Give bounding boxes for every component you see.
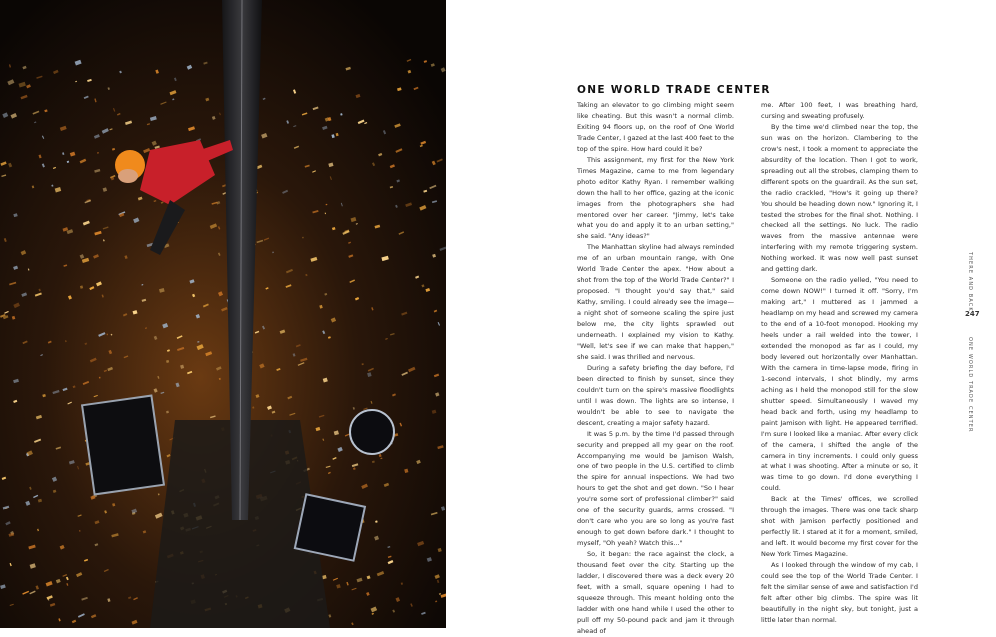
page-title: ONE WORLD TRADE CENTER <box>577 84 771 96</box>
page-number: 247 <box>965 310 980 318</box>
body-paragraph: As I looked through the window of my cab, I could see the top of the World Trade Center. I felt the similar sense of awe and satisfaction I'd felt after other big climbs. The spire was lit beautifully in the night sky, but tonight, just a little later than normal. <box>761 560 918 626</box>
body-paragraph: The Manhattan skyline had always reminded me of an urban mountain range, with One World Trade Center the apex. "How about a shot from the top of the World Trade Center?" I proposed. "I thought you'd say that," said Kathy, smiling. I could already see the image—a night shot of someone scaling the spire just below me, the city lights sprawled out underneath. I explained my vision to Kathy. "Well, let's see if we can make that happen," she said. I was thrilled and nervous. <box>577 242 734 362</box>
text-page <box>446 0 996 628</box>
body-column-left <box>577 100 734 637</box>
body-paragraph: Someone on the radio yelled, "You need to come down NOW!" I turned it off. "Sorry, I'm making art," I muttered as I jammed a headlamp on my head and screwed my camera to the end of a 10-foot monopod. Hooking my heels under a rail welded into the tower, I extended the monopod as far as I could, my body levered out horizontally over Manhattan. With the camera in time-lapse mode, firing in 1-second intervals, I shot blindly, my arms aching as I held the monopod still for the slow shutter speed. Simultaneously I waved my head back and forth, using my headlamp to paint Jamison with light. He appeared terrified. I'm sure I looked like a maniac. After every click of the camera, I shifted the angle of the camera in tiny increments. I could only guess at what I was shooting. After a minute or so, it was time to go down. I'd done everything I could. <box>761 275 918 494</box>
spire-climber-photo <box>0 0 446 628</box>
body-paragraph: By the time we'd climbed near the top, the sun was on the horizon. Clambering to the crow's nest, I took a moment to appreciate the absurdity of the location. Then I got to work, spreading out all the strobes, clamping them to different spots on the guardrail. As the sun set, the radio crackled, "How's it going up there? You should be heading down now." Ignoring it, I tested the strobes for the final shot. Nothing. I checked all the settings. No luck. The radio waves from the massive antennae were interfering with my remote triggering system. Nothing worked. It was now well past sunset and getting dark. <box>761 122 918 275</box>
body-paragraph: me. After 100 feet, I was breathing hard, cursing and sweating profusely. <box>761 100 918 122</box>
body-paragraph: It was 5 p.m. by the time I'd passed through security and prepped all my gear on the roof. Accompanying me would be Jamison Walsh, one of two people in the U.S. certified to climb the spire for annual inspections. We had two hours to get the shot and get down. "So I hear you're some sort of professional climber?" said one of the security guards, arms crossed. "I don't care who you are so long as you're fast enough to get down before dark." I thought to myself, "Oh yeah? Watch this..." <box>577 429 734 549</box>
body-paragraph: So, it began: the race against the clock, a thousand feet over the city. Starting up the ladder, I discovered there was a deck every 20 feet, with a small, square opening I had to squeeze through. This meant holding onto the ladder with one hand while I used the other to pull off my 50-pound pack and jam it through ahead of <box>577 549 734 637</box>
chapter-label: ONE WORLD TRADE CENTER <box>967 337 973 433</box>
city-night-photo <box>0 0 446 628</box>
body-paragraph: Back at the Times' offices, we scrolled through the images. There was one tack sharp shot with Jamison perfectly positioned and perfectly lit. I stared at it for a moment, smiled, and left. It would become my first cover for the New York Times Magazine. <box>761 494 918 560</box>
body-paragraph: During a safety briefing the day before, I'd been directed to finish by sunset, since they couldn't turn on the spire's massive floodlights until I was down. The lights are so intense, I wouldn't be able to see to navigate the descent, creating a major safety hazard. <box>577 363 734 429</box>
running-sidebar <box>967 252 979 402</box>
body-paragraph: Taking an elevator to go climbing might seem like cheating. But this wasn't a normal climb. Exiting 94 floors up, on the roof of One World Trade Center, I gazed at the last 400 feet to the top of the spire. How hard could it be? <box>577 100 734 155</box>
body-paragraph: This assignment, my first for the New York Times Magazine, came to me from legendary photo editor Kathy Ryan. I remember walking down the hall to her office, gazing at the iconic images from the photographers she had mentored over her career. "Jimmy, let's take what you do and apply it to an urban setting," she said. "Any ideas?" <box>577 155 734 243</box>
body-column-right <box>761 100 918 626</box>
book-title-label: THERE AND BACK <box>967 252 973 312</box>
